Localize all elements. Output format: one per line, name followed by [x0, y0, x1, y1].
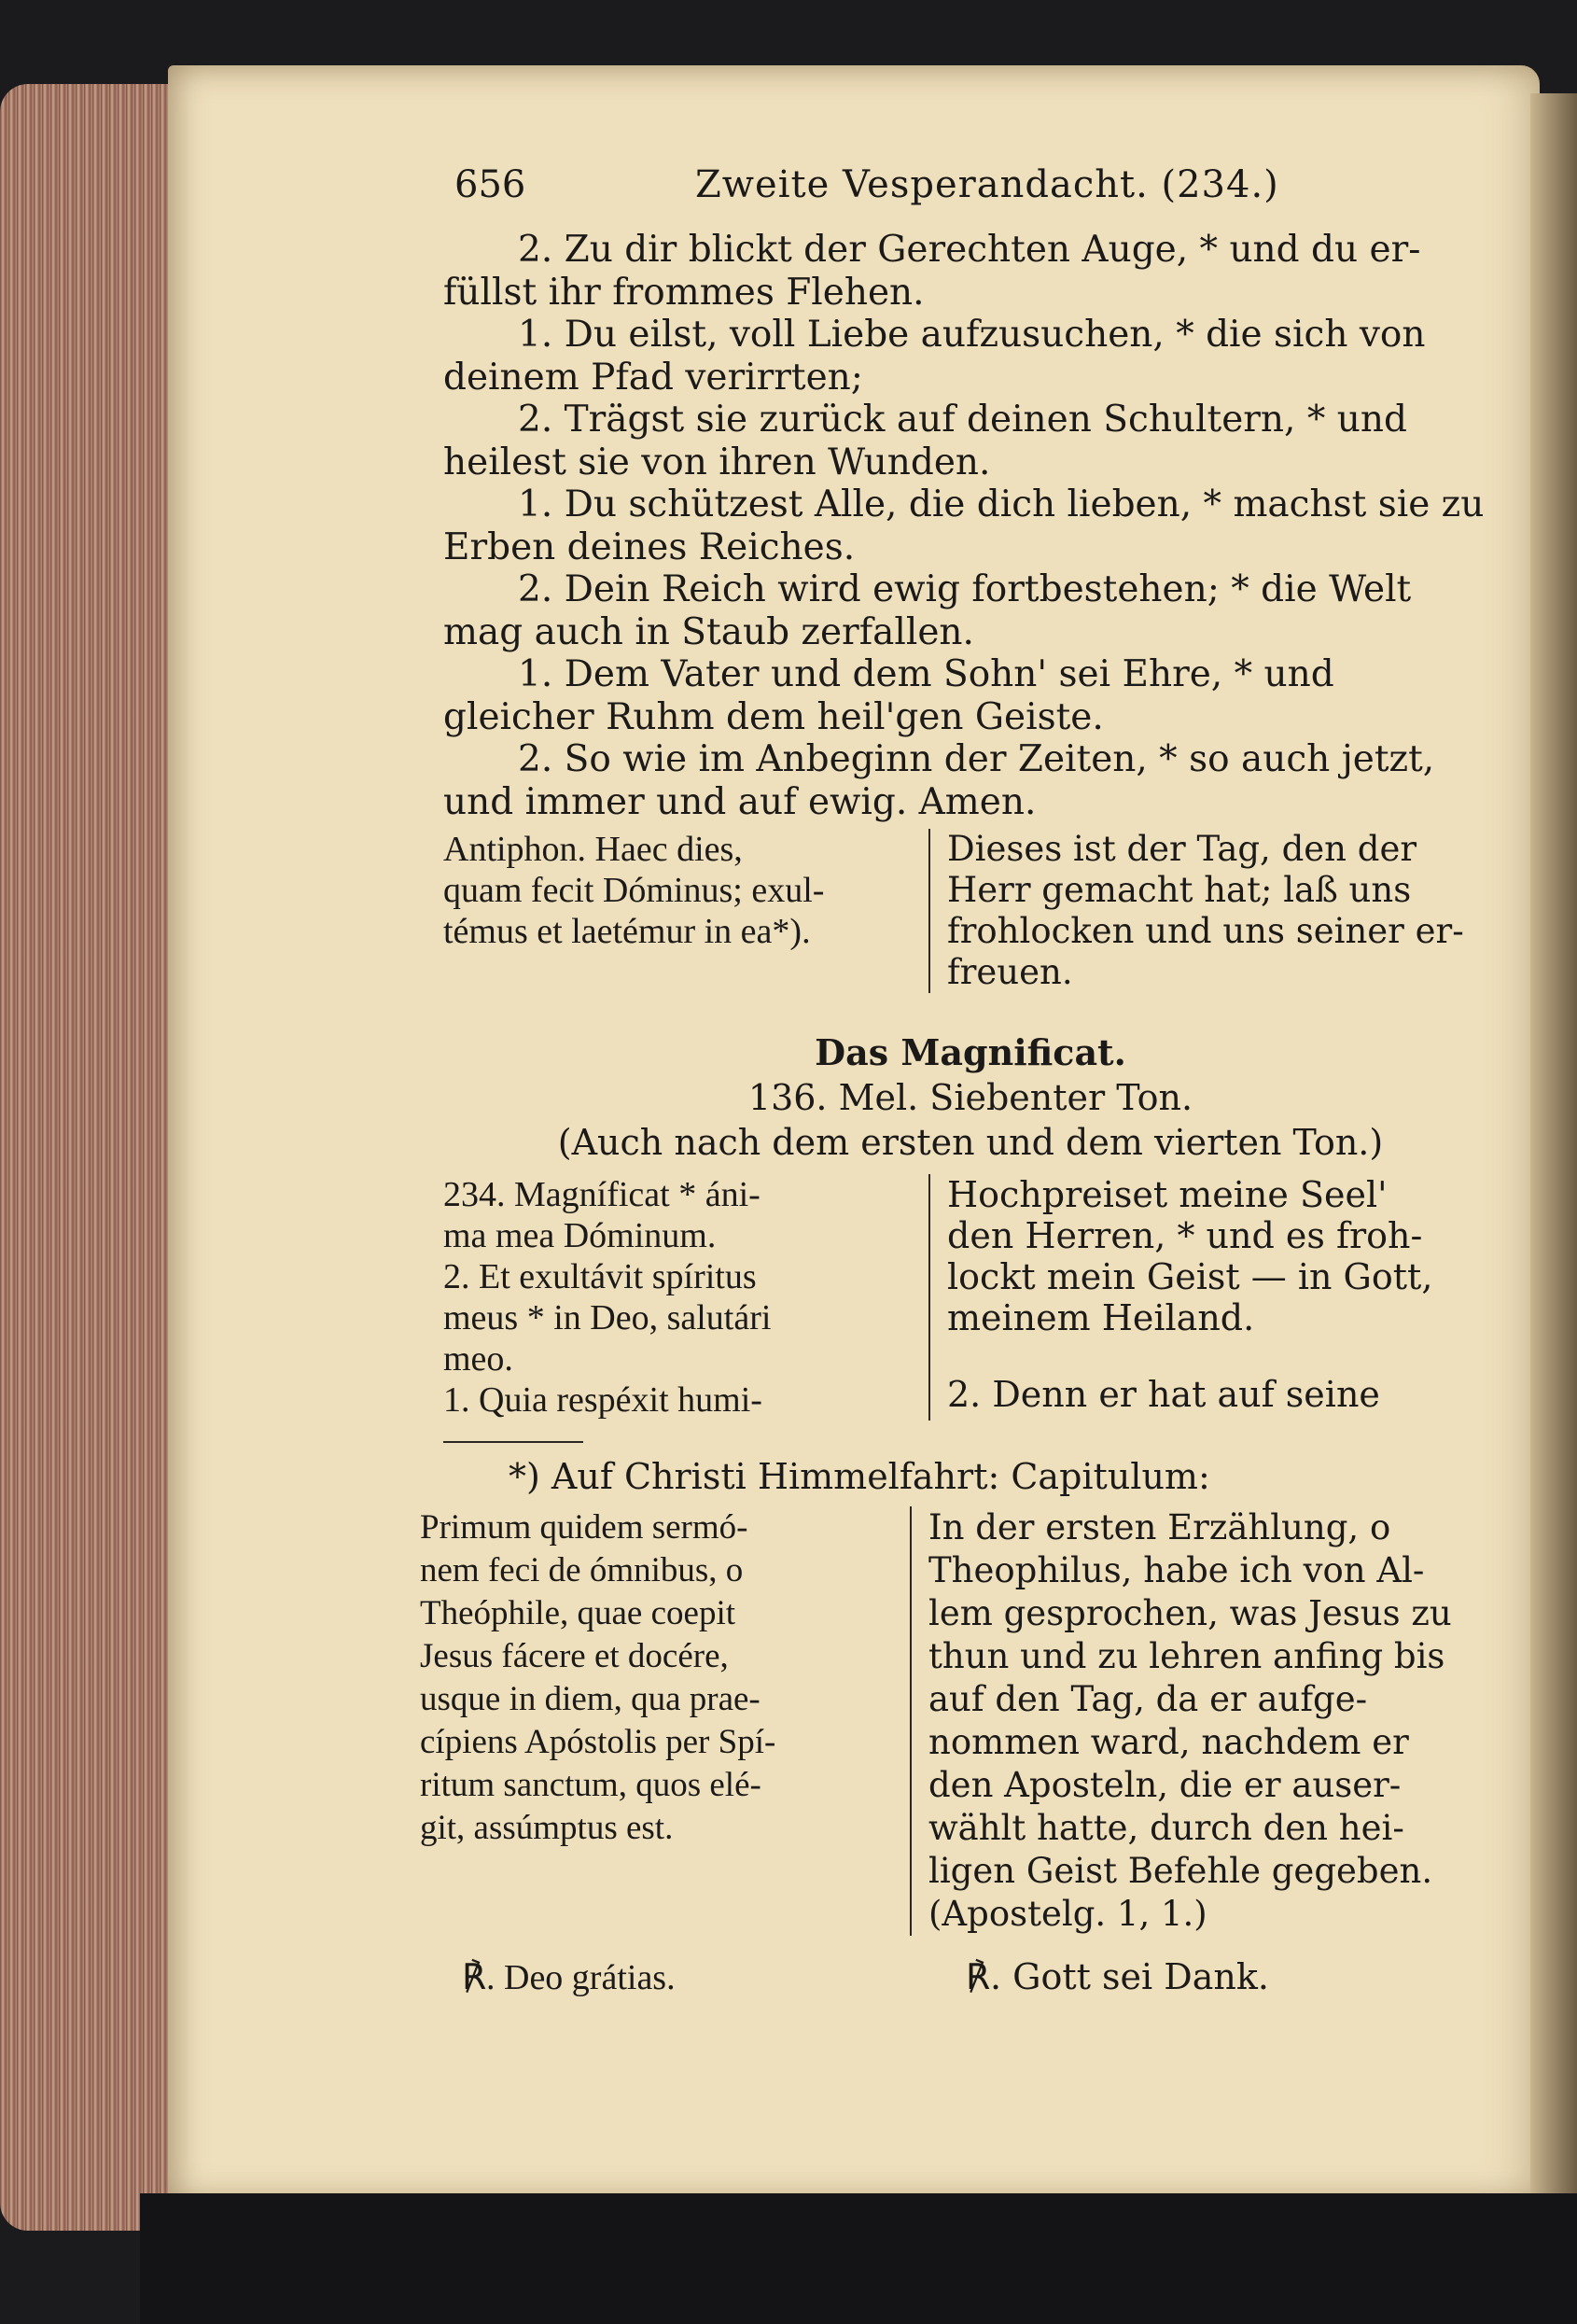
- psalm-line: 2. Zu dir blickt der Gerechten Auge, * und du er-: [518, 229, 1421, 271]
- capitulum-german: [912, 1506, 1498, 1936]
- page-edges: [0, 84, 187, 2231]
- capitulum-latin-line: nem feci de ómnibus, o: [420, 1551, 744, 1589]
- capitulum-latin-line: git, assúmptus est.: [420, 1809, 674, 1847]
- antiphon-block: [443, 829, 1498, 993]
- facing-page-edge: [1530, 93, 1577, 2203]
- magnificat-german-line: meinem Heiland.: [947, 1297, 1255, 1338]
- antiphon-german-line: frohlocken und uns seiner er-: [947, 911, 1464, 951]
- melody-line: 136. Mel. Siebenter Ton.: [747, 1077, 1193, 1118]
- response-german: ℟. Gott sei Dank.: [966, 1956, 1269, 1997]
- antiphon-german-line: freuen.: [947, 952, 1073, 992]
- capitulum-german-line: lem gesprochen, was Jesus zu: [928, 1593, 1452, 1633]
- magnificat-latin: [443, 1174, 928, 1421]
- footnote-rule: [443, 1441, 583, 1443]
- capitulum-german-line: auf den Tag, da er aufge-: [928, 1679, 1368, 1719]
- psalm-line: mag auch in Staub zerfallen.: [443, 610, 974, 653]
- psalm-line: deinem Pfad verirrten;: [443, 356, 863, 399]
- magnificat-heading: Das Magnificat.: [815, 1031, 1126, 1073]
- magnificat-german-line: 2. Denn er hat auf seine: [947, 1374, 1380, 1415]
- antiphon-latin-line: témus et laetémur in ea*).: [443, 912, 811, 951]
- psalm-text: [443, 229, 1498, 823]
- magnificat-german: [930, 1174, 1498, 1421]
- psalm-line: 1. Du schützest Alle, die dich lieben, * machst sie zu: [518, 483, 1485, 525]
- capitulum-block: [420, 1506, 1498, 1936]
- antiphon-latin: [443, 829, 928, 993]
- magnificat-latin-line: 234. Magníficat * áni-: [443, 1175, 761, 1214]
- page-content: [420, 163, 1498, 1998]
- magnificat-latin-line: meo.: [443, 1339, 513, 1379]
- bottom-shadow: [140, 2193, 1577, 2324]
- magnificat-latin-line: meus * in Deo, salutári: [443, 1298, 772, 1337]
- capitulum-german-line: (Apostelg. 1, 1.): [928, 1894, 1207, 1934]
- melody-note: (Auch nach dem ersten und dem vierten Ton.): [557, 1122, 1384, 1163]
- page-number: 656: [454, 163, 526, 206]
- capitulum-latin-line: ritum sanctum, quos elé-: [420, 1766, 761, 1804]
- psalm-line: gleicher Ruhm dem heil'gen Geiste.: [443, 695, 1104, 738]
- magnificat-block: [443, 1174, 1498, 1421]
- capitulum-german-line: thun und zu lehren anfing bis: [928, 1636, 1445, 1676]
- capitulum-latin-line: usque in diem, qua prae-: [420, 1680, 761, 1718]
- psalm-line: 2. Dein Reich wird ewig fortbestehen; * die Welt: [518, 568, 1412, 610]
- capitulum-german-line: In der ersten Erzählung, o: [928, 1507, 1391, 1547]
- footnote-heading: *) Auf Christi Himmelfahrt: Capitulum:: [509, 1456, 1210, 1497]
- capitulum-german-line: nommen ward, nachdem er: [928, 1722, 1409, 1762]
- psalm-line: heilest sie von ihren Wunden.: [443, 441, 991, 483]
- running-title: Zweite Vesperandacht. (234.): [695, 163, 1279, 206]
- capitulum-german-line: ligen Geist Befehle gegeben.: [928, 1851, 1433, 1891]
- magnificat-latin-line: 1. Quia respéxit humi-: [443, 1380, 762, 1420]
- antiphon-german-line: Dieses ist der Tag, den der: [947, 829, 1417, 869]
- psalm-line: 1. Dem Vater und dem Sohn' sei Ehre, * und: [518, 653, 1334, 695]
- antiphon-latin-line: Antiphon. Haec dies,: [443, 830, 743, 869]
- psalm-line: Erben deines Reiches.: [443, 525, 856, 568]
- capitulum-latin-line: Theóphile, quae coepit: [420, 1594, 736, 1632]
- capitulum-latin-line: cípiens Apóstolis per Spí-: [420, 1723, 776, 1761]
- antiphon-german-line: Herr gemacht hat; laß uns: [947, 870, 1412, 910]
- capitulum-german-line: den Aposteln, die er auser-: [928, 1765, 1402, 1805]
- psalm-line: 1. Du eilst, voll Liebe aufzusuchen, * die sich von: [518, 314, 1426, 356]
- capitulum-german-line: Theophilus, habe ich von Al-: [928, 1550, 1425, 1590]
- response-latin: ℟. Deo grátias.: [462, 1958, 676, 1997]
- psalm-line: 2. Trägst sie zurück auf deinen Schultern, * und: [518, 399, 1407, 441]
- magnificat-latin-line: 2. Et exultávit spíritus: [443, 1257, 757, 1296]
- antiphon-german: [930, 829, 1498, 993]
- running-header: [443, 163, 1498, 229]
- psalm-line: 2. So wie im Anbeginn der Zeiten, * so auch jetzt,: [518, 738, 1435, 780]
- capitulum-latin-line: Primum quidem sermó-: [420, 1508, 748, 1547]
- magnificat-german-line: Hochpreiset meine Seel': [947, 1174, 1388, 1215]
- capitulum-german-line: wählt hatte, durch den hei-: [928, 1808, 1404, 1848]
- magnificat-latin-line: ma mea Dóminum.: [443, 1216, 717, 1255]
- magnificat-german-line: lockt mein Geist — in Gott,: [947, 1256, 1433, 1297]
- capitulum-latin-line: Jesus fácere et docére,: [420, 1637, 729, 1675]
- capitulum-latin: [420, 1506, 910, 1936]
- antiphon-latin-line: quam fecit Dóminus; exul-: [443, 871, 825, 910]
- magnificat-german-line: den Herren, * und es froh-: [947, 1215, 1423, 1256]
- psalm-line: und immer und auf ewig. Amen.: [443, 780, 1037, 823]
- magnificat-german-line: [947, 1338, 1498, 1374]
- response-row: [420, 1956, 1498, 1998]
- psalm-line: füllst ihr frommes Flehen.: [443, 271, 925, 314]
